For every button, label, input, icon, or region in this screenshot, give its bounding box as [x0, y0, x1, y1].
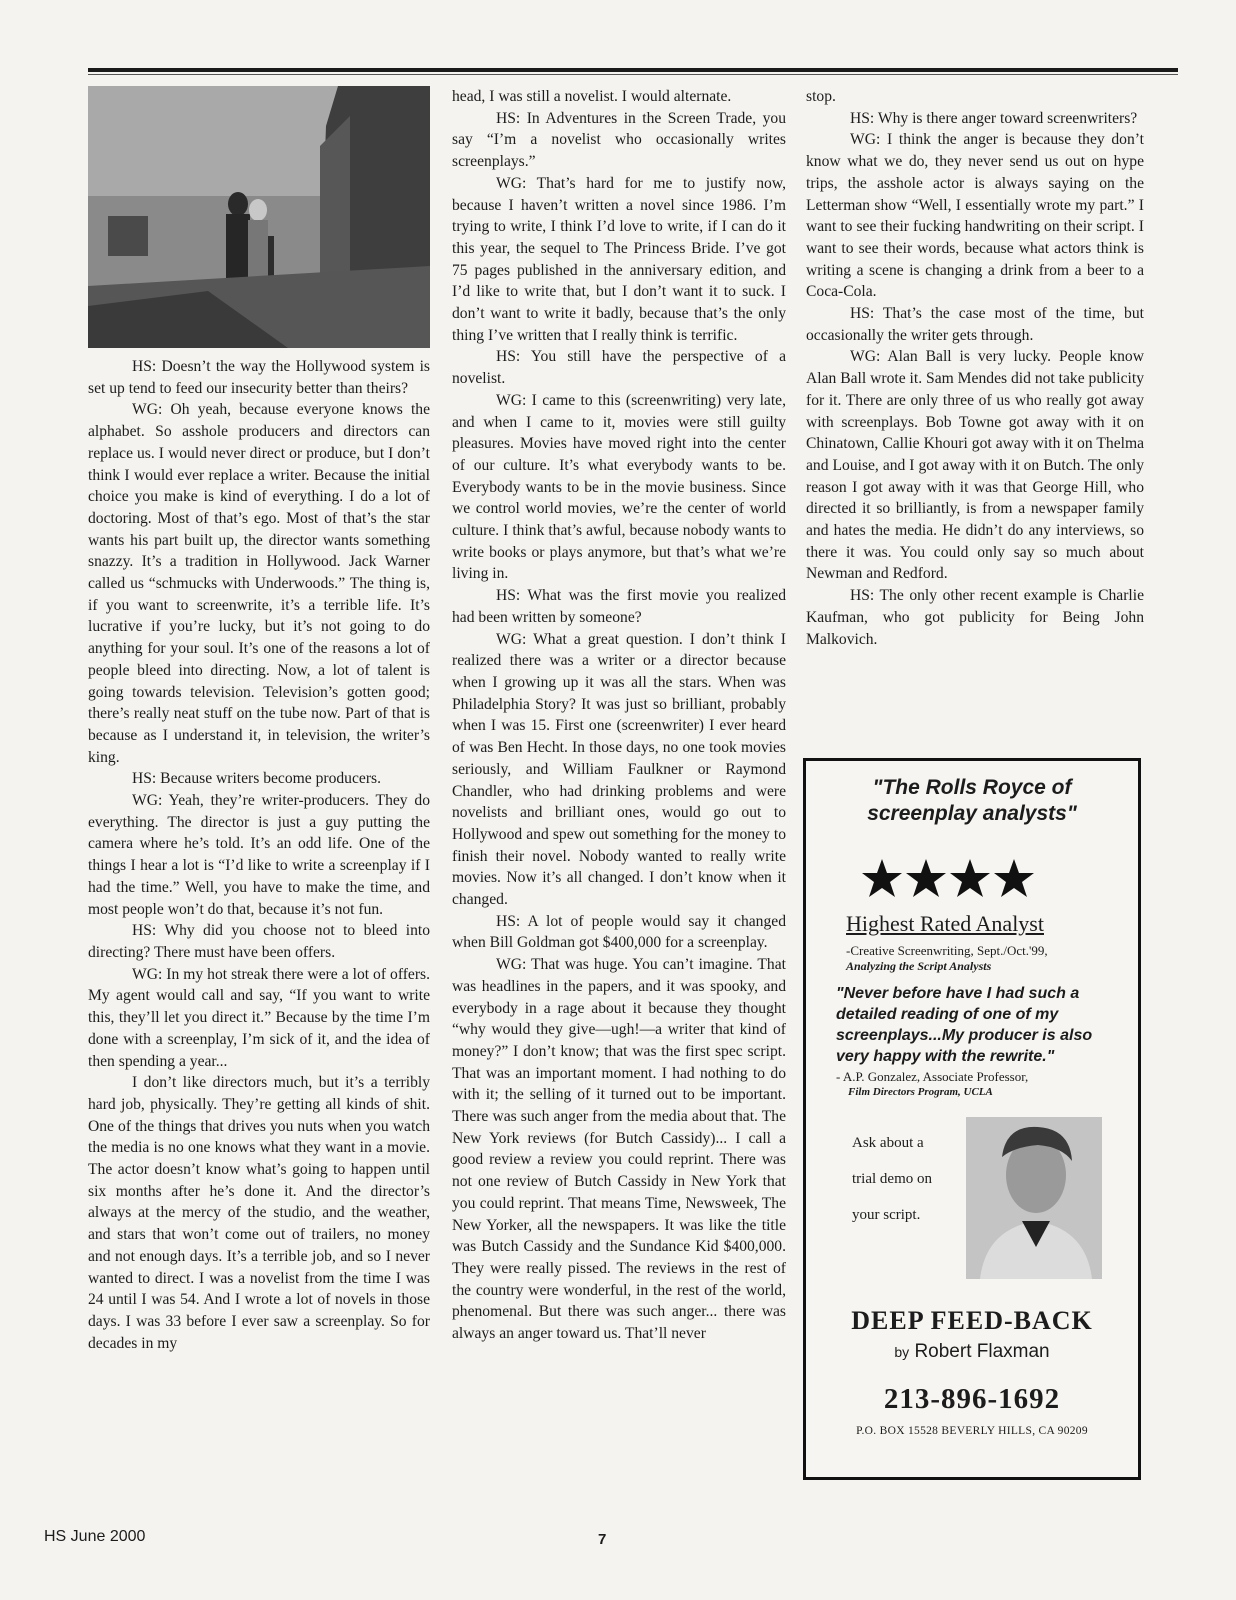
ad-source: -Creative Screenwriting, Sept./Oct.'99,	[846, 943, 1048, 958]
header-rule	[88, 68, 1178, 72]
paragraph: WG: I came to this (screenwriting) very late, and when I came to it, movies were still guilty pleasures. Movies have moved right into the center of our culture. It’s what everybody wants to be. Everybody wants to be in the movie business. Since we control world movies, we’re the center of world culture. I think that’s awful, because nobody wants to write books or plays anymore, but that’s what we’re living in.	[452, 391, 786, 583]
ad-brand: DEEP FEED-BACK	[851, 1306, 1093, 1335]
article-column-1	[88, 86, 430, 1354]
ad-rated-title: Highest Rated Analyst	[846, 911, 1044, 936]
ad-address: P.O. BOX 15528 BEVERLY HILLS, CA 90209	[856, 1425, 1088, 1437]
ad-ask-line: trial demo on	[852, 1171, 932, 1187]
article-column-3	[806, 86, 1144, 650]
paragraph: WG: Yeah, they’re writer-producers. They do everything. The director is just a guy putting the camera where he’s told. It’s an odd life. One of the things I hear a lot is “I’d like to write a screenplay if I had the time.” Well, you have to make the time, and most people won’t do that, because it’s not fun.	[88, 792, 430, 918]
ad-ask-line: Ask about a	[852, 1135, 924, 1151]
paragraph: HS: The only other recent example is Charlie Kaufman, who got publicity for Being John Malkovich.	[806, 587, 1144, 648]
paragraph: HS: What was the first movie you realized had been written by someone?	[452, 587, 786, 626]
header-rule-thin	[88, 74, 1178, 75]
paragraph: stop.	[806, 88, 836, 105]
paragraph: HS: Why did you choose not to bleed into directing? There must have been offers.	[88, 922, 430, 961]
paragraph: HS: In Adventures in the Screen Trade, you say “I’m a novelist who occasionally writes screenplays.”	[452, 109, 786, 171]
paragraph: head, I was still a novelist. I would alternate.	[452, 88, 732, 105]
ad-headline-line1: "The Rolls Royce of	[872, 776, 1072, 799]
ad-byline	[806, 1341, 1138, 1363]
paragraph: WG: In my hot streak there were a lot of offers. My agent would call and say, “If you want to write this, they’ll let you direct it.” Because by the time I’m done with a screenplay, I’m sick of it, and the idea of then spending a year...	[88, 965, 430, 1070]
article-column-2	[452, 86, 786, 1345]
paragraph: I don’t like directors much, but it’s a terribly hard job, physically. They’re getting all kinds of shit. One of the things that drives you nuts when you watch the media is no one knows what they want in a movie. The actor doesn’t know what’s going to happen until six months after he’s done it. And the director’s always at the mercy of the studio, and the weather, and stars that won’t come out of trailers, no money and not enough days. It’s a terrible job, and so I never wanted to direct. I was a novelist from the time I was 24 until I was 54. And I wrote a lot of novels in those days. I was 33 before I ever saw a screenplay. So for decades in my	[88, 1074, 430, 1352]
ad-source-article: Analyzing the Script Analysts	[846, 959, 992, 973]
ad-attribution: - A.P. Gonzalez, Associate Professor,	[836, 1069, 1029, 1084]
paragraph: WG: Alan Ball is very lucky. People know Alan Ball wrote it. Sam Mendes did not take publicity for it. There are only three of us who really got away with screenplays. Bob Towne got away with it on Chinatown, Callie Khouri got away with it on Thelma and Louise, and I got away with it on Butch. The only reason I got away with it was that George Hill, who directed it so brilliantly, is from a newspaper family and hates the media. He didn’t do any interviews, so there it was. You could only say so much about Newman and Redford.	[806, 348, 1144, 583]
paragraph: HS: That’s the case most of the time, but occasionally the writer gets through.	[806, 305, 1144, 344]
paragraph: HS: Why is there anger toward screenwriters?	[850, 109, 1138, 127]
page-number: 7	[598, 1531, 607, 1548]
ad-testimonial: "Never before have I had such a detailed reading of one of my screenplays...My producer is also very happy with the rewrite."	[836, 985, 1093, 1065]
ad-phone: 213-896-1692	[883, 1383, 1061, 1415]
advertisement-box	[803, 758, 1141, 1480]
author-portrait-photo	[966, 1117, 1102, 1279]
ad-author: Robert Flaxman	[914, 1341, 1050, 1362]
paragraph: HS: A lot of people would say it changed when Bill Goldman got $400,000 for a screenplay.	[452, 912, 786, 952]
ad-attribution-program: Film Directors Program, UCLA	[848, 1086, 993, 1098]
paragraph: HS: You still have the perspective of a novelist.	[452, 348, 786, 388]
paragraph: WG: What a great question. I don’t think I realized there was a writer or a director because when I growing up it was all the stars. When was Philadelphia Story? It was just so brilliant, probably when I was 15. First one (screenwriter) I ever heard of was Ben Hecht. In those days, no one took movies seriously, and William Faulkner or Raymond Chandler, who had drinking problems and were novelists and brilliant ones, would go out to Hollywood and spew out something for the money to finish their novel. Nobody wanted to really write movies. Now it’s all changed. I don’t know when it changed.	[452, 630, 786, 909]
paragraph: HS: Because writers become producers.	[132, 770, 381, 788]
footer-issue: HS June 2000	[44, 1528, 146, 1545]
ad-headline-line2: screenplay analysts"	[867, 802, 1077, 825]
ad-ask-line: your script.	[852, 1207, 921, 1223]
ad-by-word: by	[894, 1344, 910, 1360]
paragraph: WG: I think the anger is because they don’t know what we do, they never send us out on hype trips, the asshole actor is always saying on the Letterman show “Well, I essentially wrote my part.” I want to see their fucking handwriting on their script. I want to see their words, because what actors think is writing a scene is changing a drink from a beer to a Coca-Cola.	[806, 131, 1144, 301]
paragraph: WG: That’s hard for me to justify now, because I haven’t written a novel since 1986. I’m trying to write, I think I’d love to write, if I can do it this year, the sequel to The Princess Bride. I’ve got 75 pages published in the anniversary edition, and I’d like to write that, but I don’t want it to suck. I don’t want to write it badly, because that’s the only thing I’ve written that I really think is terrific.	[452, 174, 786, 344]
paragraph: WG: That was huge. You can’t imagine. That was headlines in the papers, and it was spooky, and everybody in a rage about it because they thought “why would they give—ugh!—a writer that kind of money?” I don’t know; that was the first spec script. That was an important moment. I had nothing to do with it; the selling of it turned out to be important. There was such anger from the media about that. The New York reviews (for Butch Cassidy)... I call a good review a review you could reprint. There was not one review of Butch Cassidy in New York that you could reprint. That means Time, Newsweek, The New Yorker, all the newspapers. It was like the title was Butch Cassidy and the Sundance Kid $400,000. They were really pissed. The reviews in the rest of the country were wonderful, in the rest of the world, phenomenal. But there was such anger... there was always an anger toward us. That’ll never	[452, 956, 786, 1343]
paragraph: HS: Doesn’t the way the Hollywood system is set up tend to feed our insecurity better than theirs?	[88, 358, 430, 397]
rating-stars-icon	[806, 857, 1138, 910]
paragraph: WG: Oh yeah, because everyone knows the alphabet. So asshole producers and directors can replace us. I would never direct or produce, but I don’t think I would ever replace a writer. Because the initial choice you make is kind of everything. I do a lot of doctoring. Most of that’s ego. Most of that’s the star wants his part built up, the director wants something snazzy. It’s a tradition in Hollywood. Jack Warner called us “schmucks with Underwoods.” The thing is, if you want to screenwrite, it’s a terrible life. It’s lucrative if you’re lucky, but it’s not going to do anything for your soul. It’s one of the reasons a lot of people bleed into directing. Now, a lot of talent is going towards television. Television’s gotten good; there’s really neat stuff on the tube now. Part of that is because as I understand it, in television, the writer’s king.	[88, 401, 430, 766]
film-still-couple-photo	[88, 86, 430, 348]
